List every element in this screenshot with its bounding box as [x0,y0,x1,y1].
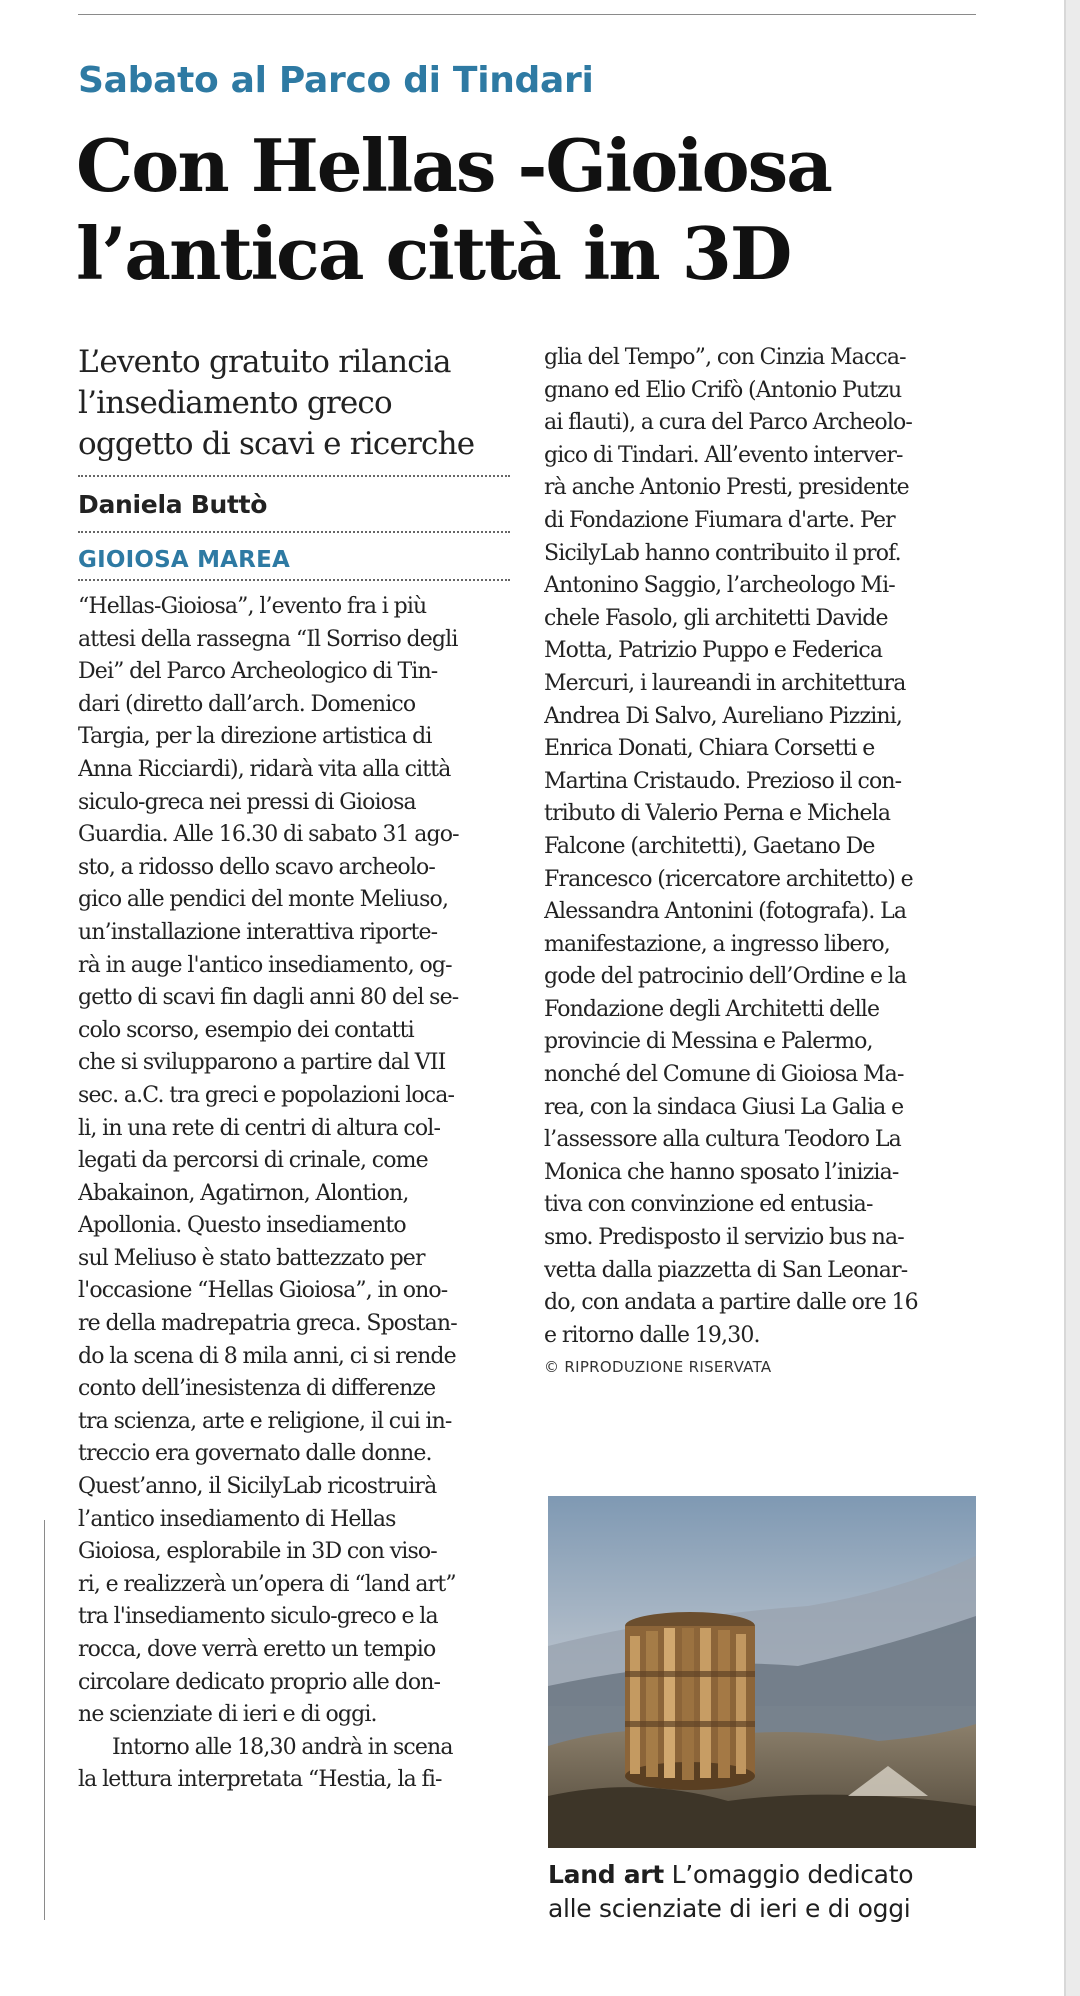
photo-caption [548,1858,988,1926]
body-line: “Hellas-Gioiosa”, l’evento fra i più [78,594,427,619]
caption-text: L’omaggio dedicato [663,1860,914,1889]
body-line: Dei” del Parco Archeologico di Tin- [78,659,438,685]
body-line: Gioiosa, esplorabile in 3D con viso- [78,1539,437,1565]
body-line: rea, con la sindaca Giusi La Galia e [544,1094,904,1120]
headline-line: l’antica città in 3D [76,211,791,296]
body-line: Anna Ricciardi), ridarà vita alla città [78,756,451,782]
body-line: gico alle pendici del monte Meliuso, [78,887,449,913]
body-line: rocca, dove verrà eretto un tempio [78,1637,436,1662]
body-line: ri, e realizzerà un’opera di “land art” [78,1571,456,1597]
land-art-photo [548,1496,976,1848]
body-line: Martina Cristaudo. Prezioso il con- [544,768,902,794]
caption-title: Land art [548,1860,664,1889]
body-line: Monica che hanno sposato l’inizia- [544,1159,899,1185]
body-line: Motta, Patrizio Puppo e Federica [544,638,883,664]
left-column [78,342,510,1797]
caption-text: alle scienziate di ieri e di oggi [548,1894,911,1923]
body-line: Mercuri, i laureandi in architettura [544,670,906,696]
body-line: getto di scavi fin dagli anni 80 del se- [78,985,459,1011]
body-line: tra scienza, arte e religione, il cui in- [78,1408,452,1434]
body-line: che si svilupparono a partire dal VII [78,1050,446,1076]
body-line: sul Meliuso è stato battezzato per [78,1245,425,1271]
body-line: gnano ed Elio Crifò (Antonio Putzu [544,377,902,403]
body-line: Guardia. Alle 16.30 di sabato 31 ago- [78,822,459,848]
body-line: Antonino Saggio, l’archeologo Mi- [544,573,895,599]
body-line: circolare dedicato proprio alle don- [78,1669,441,1695]
body-line: Abakainon, Agatirnon, Alontion, [78,1180,409,1206]
body-line: legati da percorsi di crinale, come [78,1148,428,1174]
dateline: GIOIOSA MAREA [78,547,290,573]
body-line: e ritorno dalle 19,30. [544,1322,760,1348]
body-line: ne scienziate di ieri e di oggi. [78,1702,377,1728]
body-line: rà anche Antonio Presti, presidente [544,475,909,501]
body-line: ai flauti), a cura del Parco Archeolo- [544,410,912,436]
body-line: l’assessore alla cultura Teodoro La [544,1127,901,1153]
body-line: la lettura interpretata “Hestia, la fi- [78,1767,442,1793]
copyright-notice: © RIPRODUZIONE RISERVATA [544,1358,772,1377]
article-headline [76,122,996,298]
subhead-line: L’evento gratuito rilancia [78,344,451,380]
wooden-temple-sculpture [625,1612,755,1790]
headline-line: Con Hellas -Gioiosa [76,123,831,208]
body-line: gode del patrocinio dell’Ordine e la [544,964,907,990]
margin-rule [44,1520,45,1920]
photo-illustration [548,1496,976,1848]
article-kicker: Sabato al Parco di Tindari [78,60,594,101]
subhead-line: oggetto di scavi e ricerche [78,426,475,462]
body-line: do, con andata a partire dalle ore 16 [544,1290,918,1316]
body-line: nonché del Comune di Gioiosa Ma- [544,1062,904,1088]
body-line: l’antico insediamento di Hellas [78,1506,396,1532]
body-line: glia del Tempo”, con Cinzia Macca- [544,345,906,370]
body-line: vetta dalla piazzetta di San Leonar- [544,1257,908,1283]
body-line: Francesco (ricercatore architetto) e [544,866,913,892]
body-line: chele Fasolo, gli architetti Davide [544,605,888,631]
body-line: dari (diretto dall’arch. Domenico [78,691,416,717]
dotted-divider [78,475,510,477]
body-line: smo. Predisposto il servizio bus na- [544,1225,904,1251]
body-line: l'occasione “Hellas Gioiosa”, in ono- [78,1278,448,1304]
body-line: conto dell’inesistenza di differenze [78,1376,436,1402]
body-line: Apollonia. Questo insediamento [78,1213,406,1239]
body-line: SicilyLab hanno contribuito il prof. [544,540,901,566]
body-line: provincie di Messina e Palermo, [544,1029,873,1055]
body-line: Andrea Di Salvo, Aureliano Pizzini, [544,703,903,729]
body-line: Enrica Donati, Chiara Corsetti e [544,736,875,762]
body-line: Alessandra Antonini (fotografa). La [544,899,907,925]
article-body-right [544,342,976,1352]
body-line: siculo-greca nei pressi di Gioiosa [78,789,416,815]
dotted-divider [78,579,510,581]
body-line: tributo di Valerio Perna e Michela [544,801,891,827]
body-line: gico di Tindari. All’evento interver- [544,442,903,468]
body-line: sec. a.C. tra greci e popolazioni loca- [78,1082,455,1108]
subhead-line: l’insediamento greco [78,385,392,421]
body-line: di Fondazione Fiumara d'arte. Per [544,507,895,533]
right-column [544,342,976,1376]
top-rule [78,14,976,15]
body-line: Falcone (architetti), Gaetano De [544,833,875,859]
body-line: rà in auge l'antico insediamento, og- [78,952,452,978]
body-line: li, in una rete di centri di altura col- [78,1115,441,1141]
body-line: re della madrepatria greca. Spostan- [78,1311,457,1337]
author-byline: Daniela Buttò [78,490,268,519]
body-line: tra l'insediamento siculo-greco e la [78,1604,438,1630]
body-line: colo scorso, esempio dei contatti [78,1017,414,1043]
body-line: Fondazione degli Architetti delle [544,996,880,1022]
body-line: manifestazione, a ingresso libero, [544,931,890,957]
body-line: Intorno alle 18,30 andrà in scena [112,1734,453,1760]
body-line: do la scena di 8 mila anni, ci si rende [78,1343,456,1369]
body-line: sto, a ridosso dello scavo archeolo- [78,854,435,880]
body-line: Quest’anno, il SicilyLab ricostruirà [78,1474,437,1500]
body-line: un’installazione interattiva riporte- [78,919,438,945]
article-body-left [78,591,510,1797]
body-line: attesi della rassegna “Il Sorriso degli [78,626,458,652]
article-subheadline [78,342,510,465]
body-line: treccio era governato dalle donne. [78,1441,432,1467]
body-line: Targia, per la direzione artistica di [78,724,432,750]
body-line: tiva con convinzione ed entusia- [544,1192,873,1218]
dotted-divider [78,531,510,533]
